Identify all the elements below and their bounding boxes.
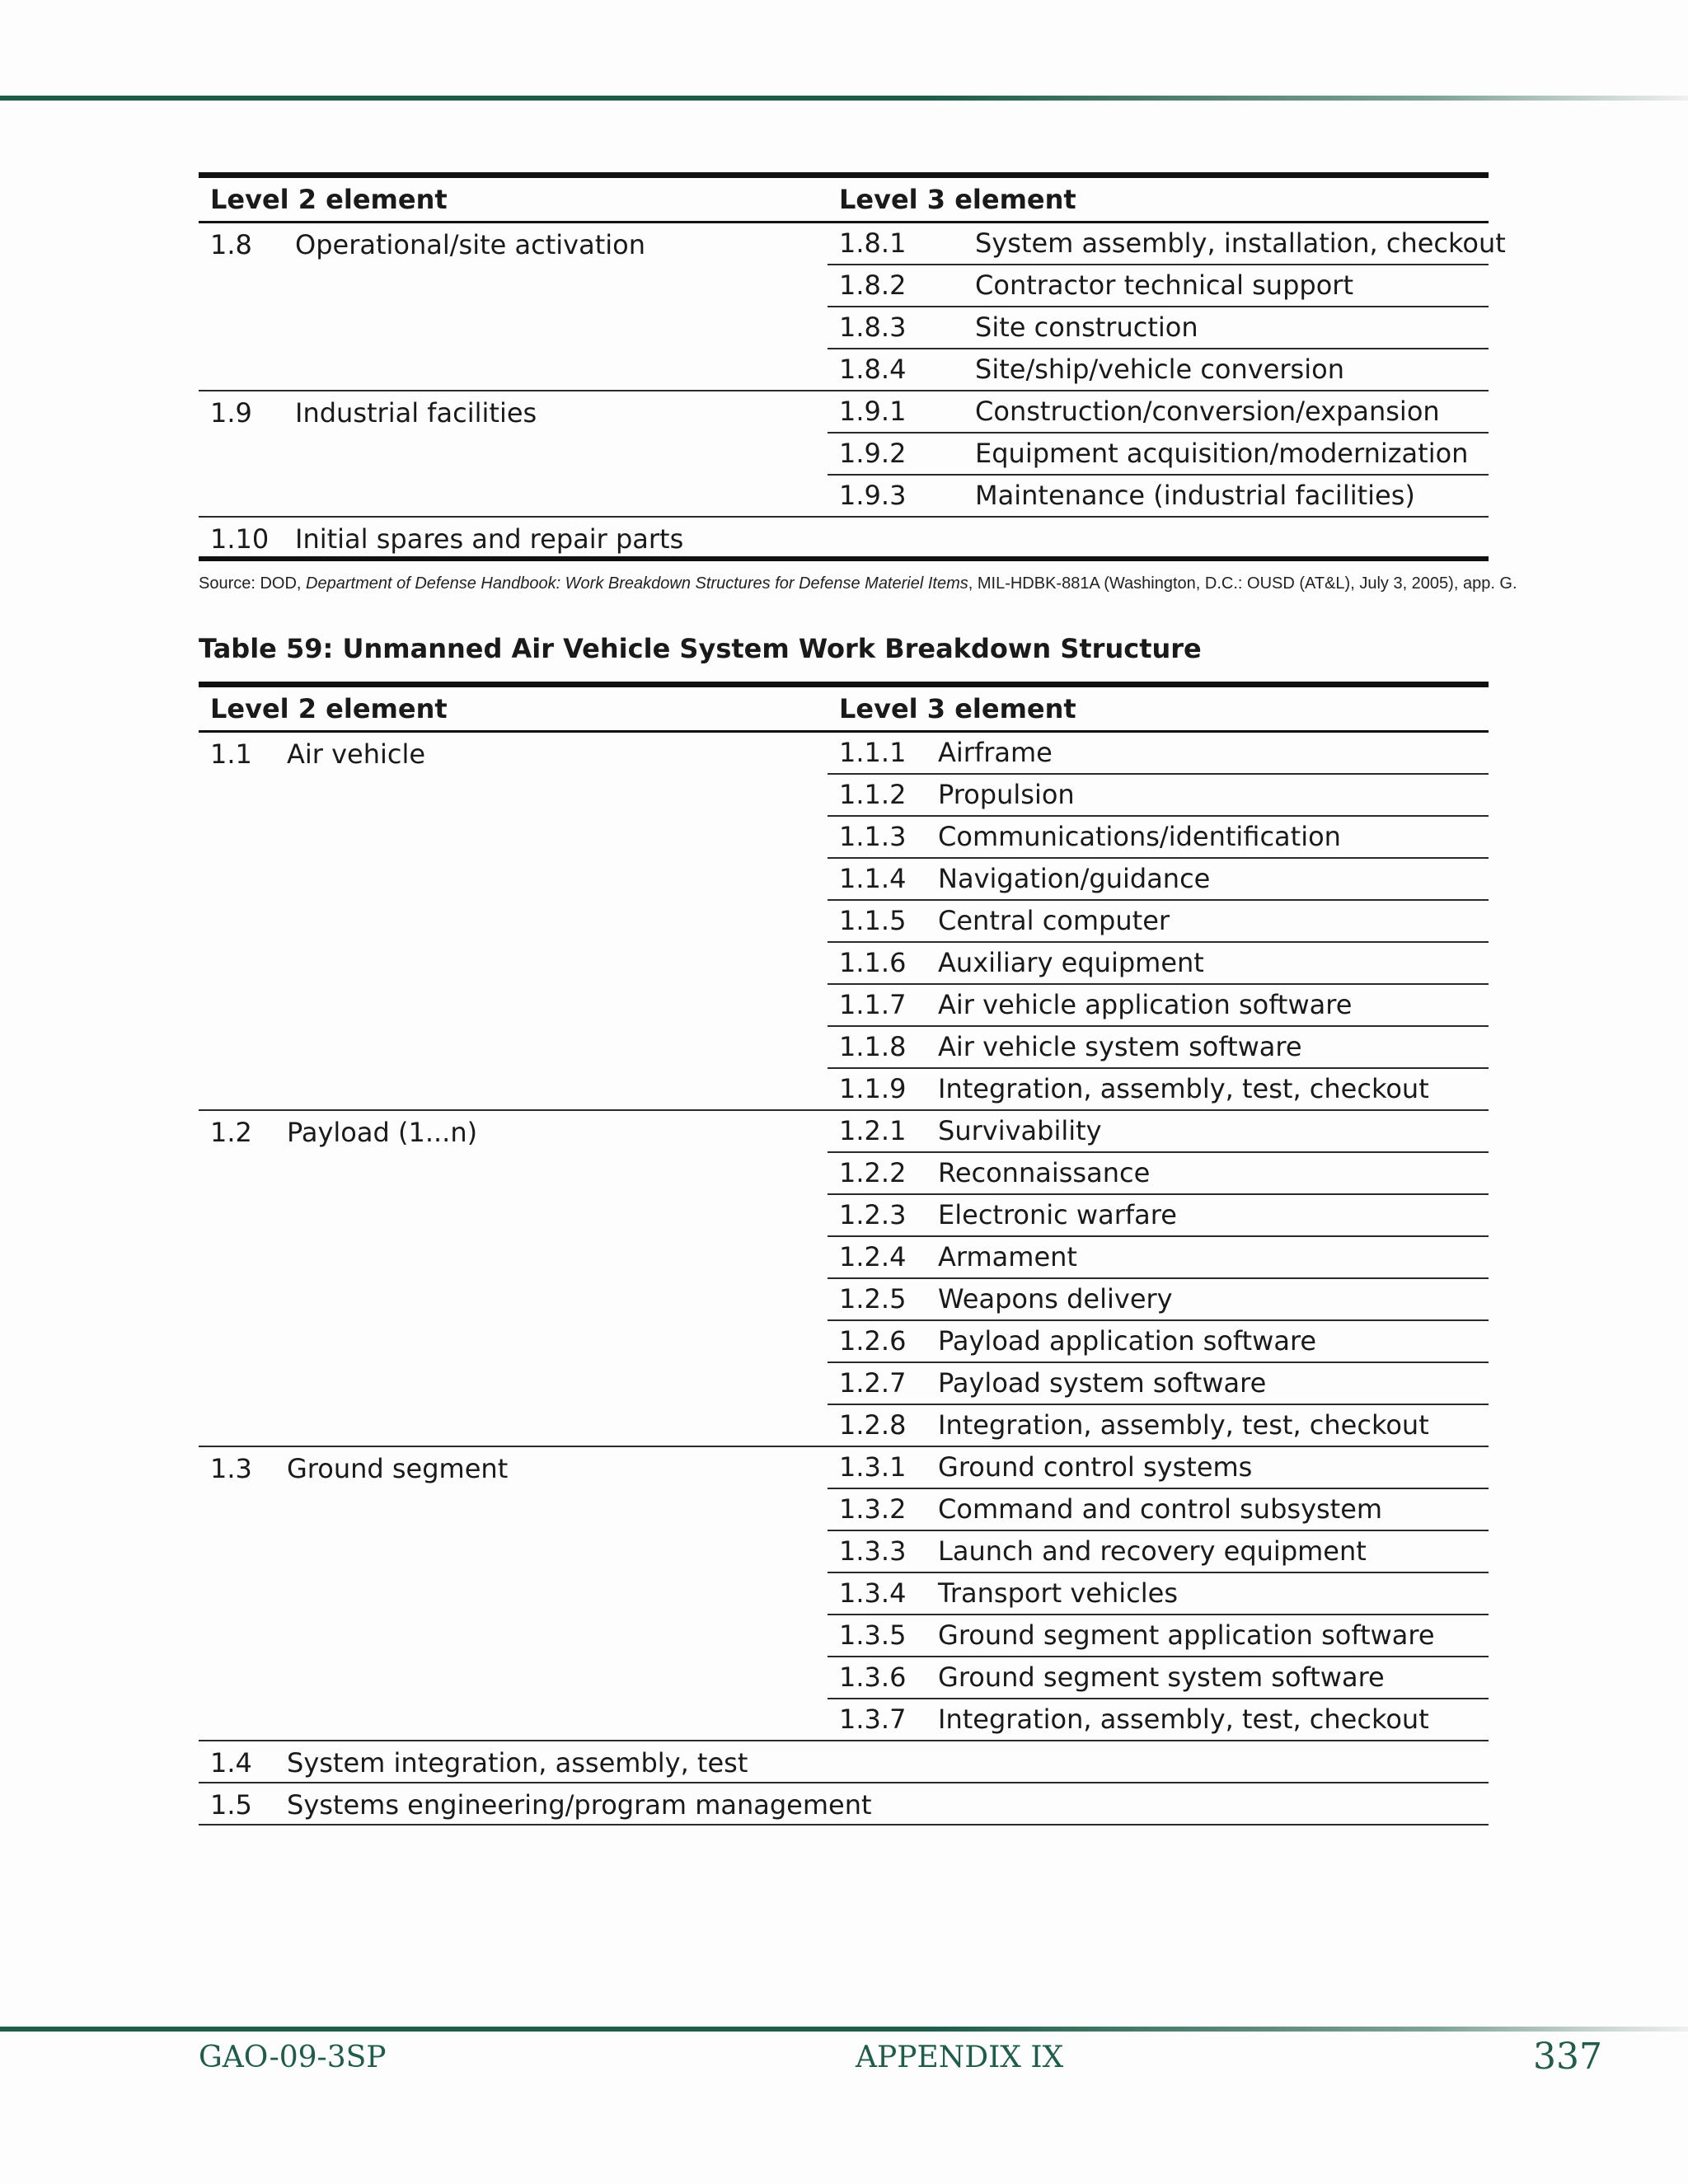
level3-number: 1.8.2 [828, 265, 964, 307]
level2-name: Operational/site activation [284, 223, 828, 391]
footer-rule [0, 2027, 1688, 2032]
level3-number: 1.1.7 [828, 984, 926, 1026]
level3-name: Communications/identification [926, 816, 1489, 858]
level3-number: 1.1.4 [828, 858, 926, 900]
level2-number: 1.8 [199, 223, 284, 391]
level3-number: 1.3.4 [828, 1572, 926, 1615]
level3-number: 1.1.2 [828, 774, 926, 816]
table-header-row [199, 176, 1489, 223]
level3-number: 1.1.8 [828, 1026, 926, 1068]
level3-number: 1.9.3 [828, 475, 964, 517]
level2-number: 1.10 [199, 517, 284, 559]
level3-number-empty [828, 517, 964, 559]
level3-name: Construction/conversion/expansion [964, 391, 1489, 433]
level2-number: 1.9 [199, 391, 284, 517]
level3-number: 1.2.3 [828, 1194, 926, 1236]
level3-name: Site construction [964, 307, 1489, 349]
level2-header: Level 2 element [199, 685, 828, 732]
table-58-continued [199, 172, 1506, 561]
level3-name-empty [926, 1741, 1489, 1783]
level3-name: Survivability [926, 1110, 1489, 1152]
level3-name: Weapons delivery [926, 1278, 1489, 1320]
level3-name: Contractor technical support [964, 265, 1489, 307]
table-row [199, 1783, 1489, 1825]
level3-name: Ground control systems [926, 1446, 1489, 1488]
report-id: GAO-09-3SP [199, 2041, 387, 2074]
level2-number: 1.4 [199, 1741, 275, 1783]
level3-name: Integration, assembly, test, checkout [926, 1699, 1489, 1741]
level2-name: Ground segment [275, 1446, 828, 1741]
level3-number: 1.3.3 [828, 1530, 926, 1572]
table-header-row [199, 685, 1489, 732]
level3-number: 1.1.3 [828, 816, 926, 858]
level3-number: 1.1.1 [828, 732, 926, 774]
section-label: APPENDIX IX [856, 2041, 1064, 2074]
table-row [199, 391, 1489, 433]
level3-name: Propulsion [926, 774, 1489, 816]
header-rule [0, 96, 1688, 101]
level2-number: 1.5 [199, 1783, 275, 1825]
table-row [199, 1110, 1489, 1152]
level3-name: Integration, assembly, test, checkout [926, 1068, 1489, 1110]
level3-name: Integration, assembly, test, checkout [926, 1404, 1489, 1446]
level2-name: Initial spares and repair parts [284, 517, 828, 559]
source-title: Department of Defense Handbook: Work Breakdown Structures for Defense Materiel Items [306, 574, 968, 593]
source-suffix: , MIL-HDBK-881A (Washington, D.C.: OUSD (AT&L), July 3, 2005), app. G. [968, 574, 1517, 593]
level3-name: Armament [926, 1236, 1489, 1278]
table-body [199, 223, 1506, 559]
level3-name: Payload application software [926, 1320, 1489, 1362]
level3-number: 1.9.2 [828, 433, 964, 475]
level3-name: System assembly, installation, checkout [964, 223, 1489, 265]
level3-name: Electronic warfare [926, 1194, 1489, 1236]
level3-name: Central computer [926, 900, 1489, 942]
level2-name: Air vehicle [275, 732, 828, 1110]
level3-name: Transport vehicles [926, 1572, 1489, 1615]
level2-number: 1.2 [199, 1110, 275, 1446]
table-row [199, 517, 1489, 559]
level3-number: 1.8.4 [828, 349, 964, 391]
level3-number: 1.2.8 [828, 1404, 926, 1446]
level3-number: 1.3.5 [828, 1615, 926, 1657]
level3-number: 1.3.7 [828, 1699, 926, 1741]
level3-header: Level 3 element [828, 685, 1489, 732]
level3-name: Site/ship/vehicle conversion [964, 349, 1489, 391]
level3-name: Reconnaissance [926, 1152, 1489, 1194]
level3-number: 1.8.3 [828, 307, 964, 349]
level3-name: Navigation/guidance [926, 858, 1489, 900]
source-prefix: Source: DOD, [199, 574, 307, 593]
level3-name-empty [926, 1783, 1489, 1825]
level3-name: Launch and recovery equipment [926, 1530, 1489, 1572]
level3-header: Level 3 element [828, 176, 1489, 223]
level3-number: 1.9.1 [828, 391, 964, 433]
table-59 [199, 682, 1489, 1825]
level3-name: Ground segment application software [926, 1615, 1489, 1657]
table-body [199, 732, 1489, 1825]
level2-number: 1.3 [199, 1446, 275, 1741]
source-note [199, 574, 1517, 593]
level3-number: 1.3.1 [828, 1446, 926, 1488]
level3-name: Auxiliary equipment [926, 942, 1489, 984]
level3-number: 1.1.9 [828, 1068, 926, 1110]
level3-name: Air vehicle system software [926, 1026, 1489, 1068]
level3-number: 1.8.1 [828, 223, 964, 265]
level2-name: Systems engineering/program management [275, 1783, 828, 1825]
level3-number-empty [828, 1741, 926, 1783]
table-row [199, 1446, 1489, 1488]
level3-name: Payload system software [926, 1362, 1489, 1404]
level3-name-empty [964, 517, 1489, 559]
table-59-title: Table 59: Unmanned Air Vehicle System Work Breakdown Structure [199, 633, 1202, 664]
level2-name: Industrial facilities [284, 391, 828, 517]
level2-header: Level 2 element [199, 176, 828, 223]
level3-number: 1.2.4 [828, 1236, 926, 1278]
level3-number: 1.2.7 [828, 1362, 926, 1404]
level3-name: Maintenance (industrial facilities) [964, 475, 1489, 517]
level3-number: 1.2.6 [828, 1320, 926, 1362]
level3-number: 1.2.2 [828, 1152, 926, 1194]
table-row [199, 732, 1489, 774]
level2-name: Payload (1...n) [275, 1110, 828, 1446]
level3-number: 1.1.5 [828, 900, 926, 942]
table-row [199, 223, 1489, 265]
level3-name: Command and control subsystem [926, 1488, 1489, 1530]
level3-number: 1.3.2 [828, 1488, 926, 1530]
level3-name: Equipment acquisition/modernization [964, 433, 1489, 475]
level2-name: System integration, assembly, test [275, 1741, 828, 1783]
level2-number: 1.1 [199, 732, 275, 1110]
table-row [199, 1741, 1489, 1783]
page-number: 337 [1533, 2036, 1602, 2078]
level3-number: 1.3.6 [828, 1657, 926, 1699]
level3-number: 1.2.5 [828, 1278, 926, 1320]
level3-name: Air vehicle application software [926, 984, 1489, 1026]
level3-number: 1.2.1 [828, 1110, 926, 1152]
level3-number: 1.1.6 [828, 942, 926, 984]
level3-name: Airframe [926, 732, 1489, 774]
level3-name: Ground segment system software [926, 1657, 1489, 1699]
